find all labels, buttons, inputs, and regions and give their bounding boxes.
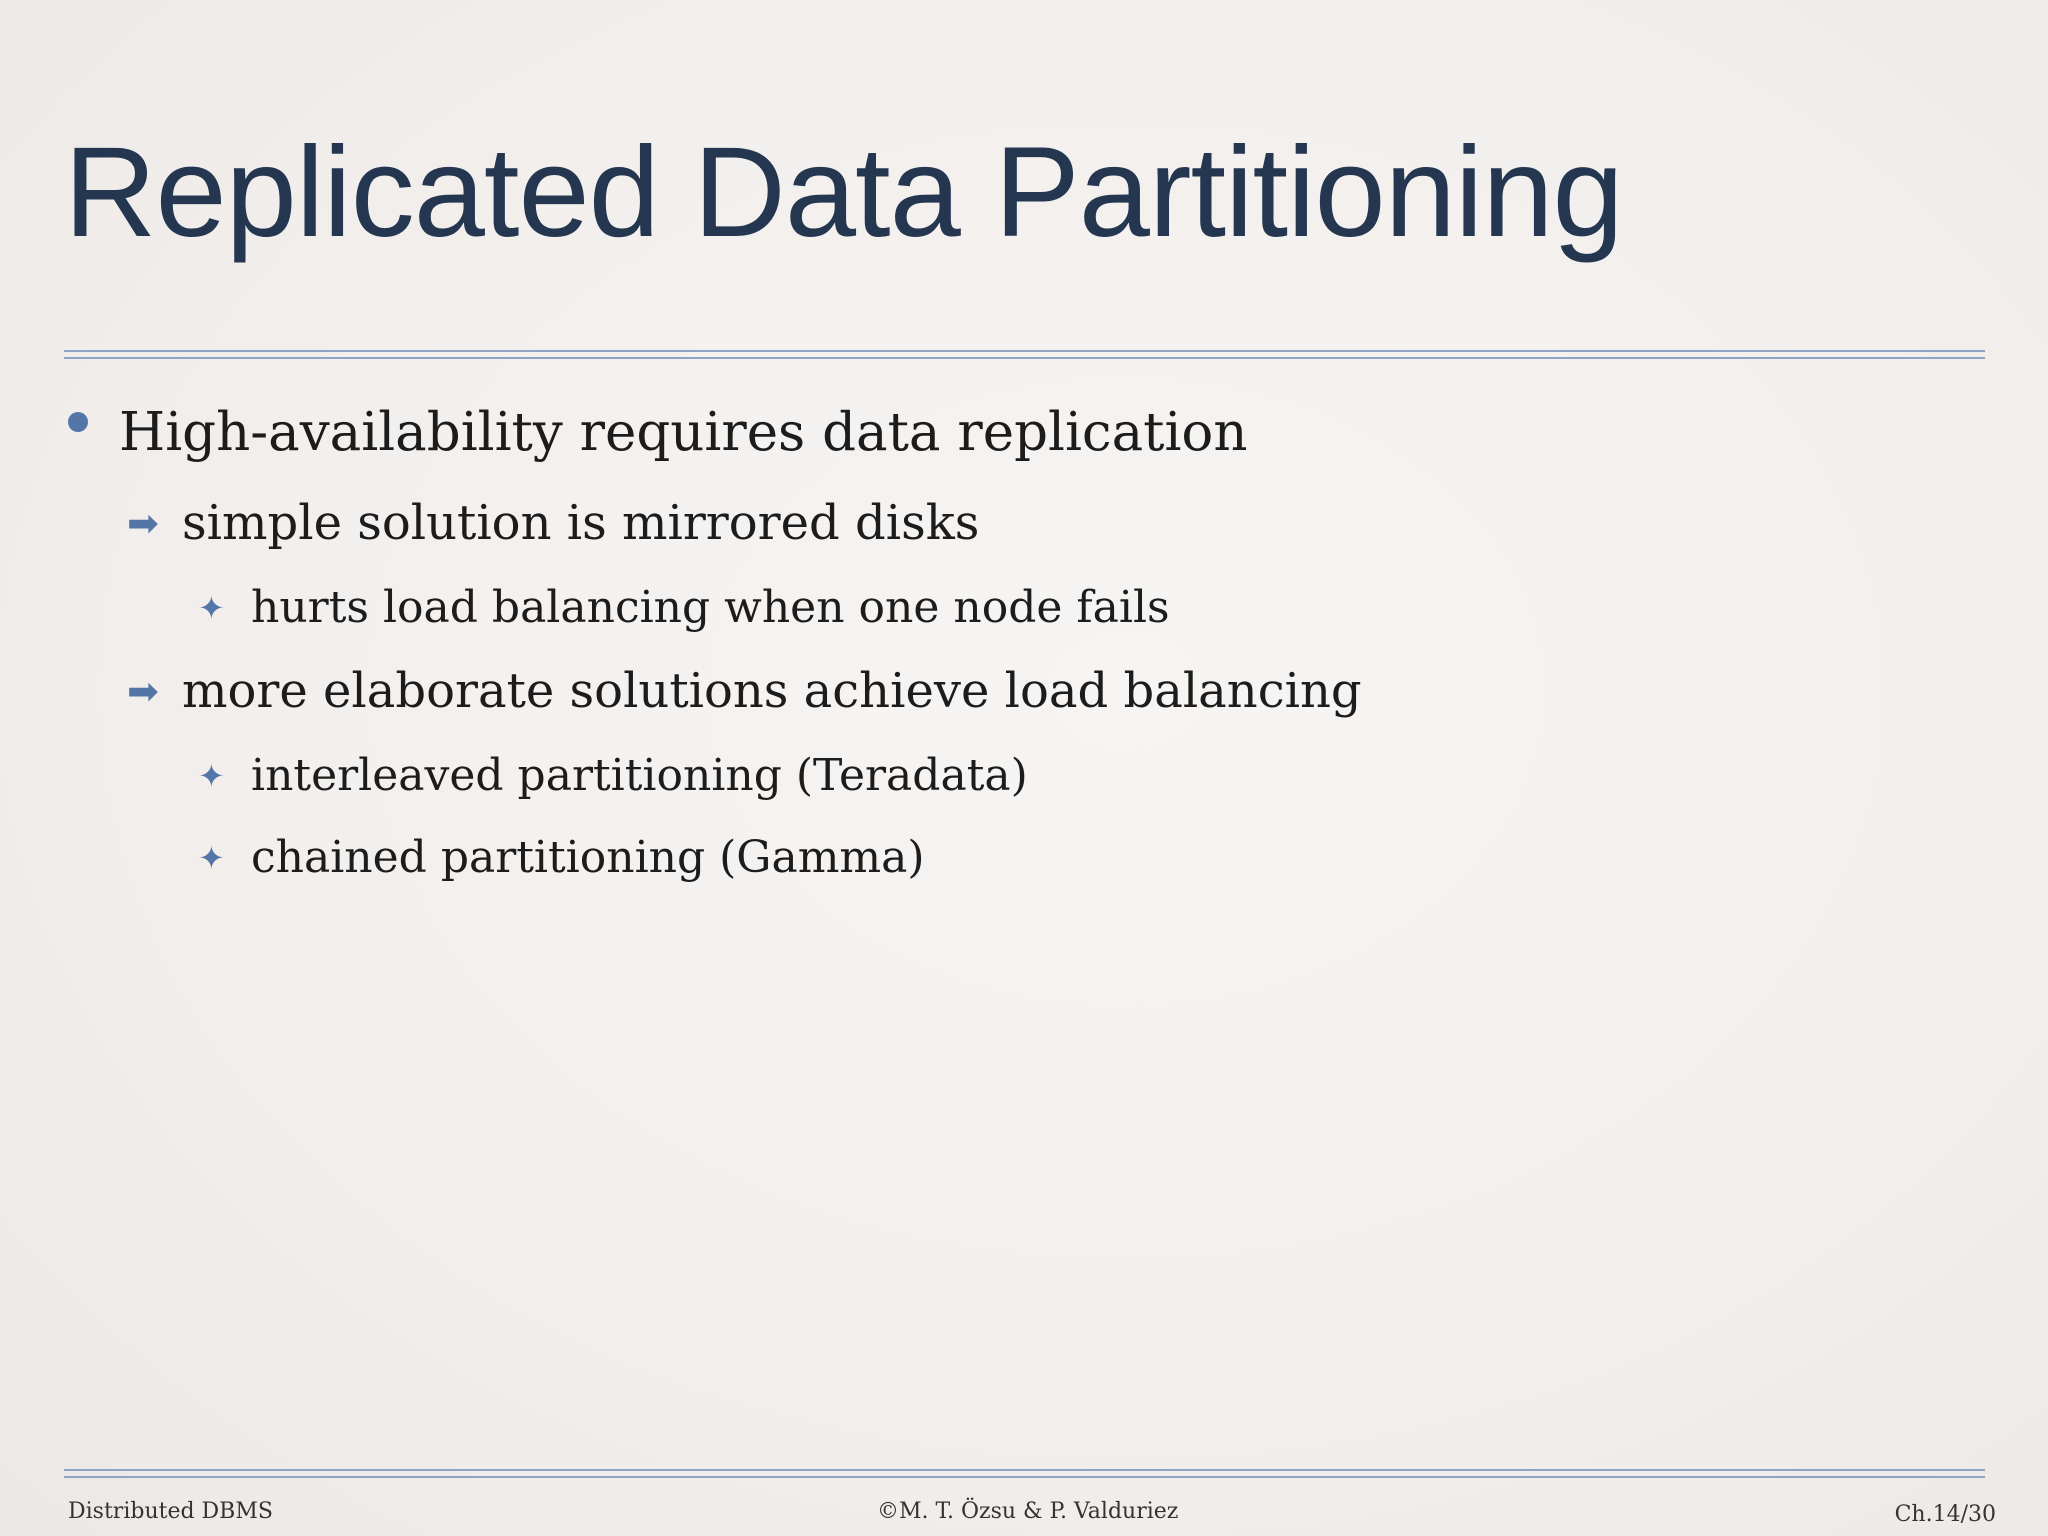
right-arrow-icon: ➡	[127, 501, 159, 545]
four-point-star-icon: ✦	[198, 839, 225, 877]
slide-title: Replicated Data Partitioning	[64, 121, 1623, 264]
bullet-text: more elaborate solutions achieve load balancing	[182, 663, 1362, 719]
bullet-text: chained partitioning (Gamma)	[251, 832, 925, 883]
footer-copyright: ©M. T. Özsu & P. Valduriez	[877, 1499, 1179, 1524]
four-point-star-icon: ✦	[198, 757, 225, 795]
bullet-text: High-availability requires data replication	[119, 402, 1248, 463]
bullet-text: interleaved partitioning (Teradata)	[251, 750, 1028, 801]
footer-course-name: Distributed DBMS	[68, 1499, 273, 1524]
footer-page-number: Ch.14/30	[1894, 1502, 1996, 1527]
bullet-dot-icon	[68, 412, 88, 432]
footer-divider	[64, 1469, 1985, 1471]
bullet-text: simple solution is mirrored disks	[182, 495, 980, 551]
footer-divider	[64, 1476, 1985, 1478]
four-point-star-icon: ✦	[198, 589, 225, 627]
bullet-text: hurts load balancing when one node fails	[251, 582, 1170, 633]
right-arrow-icon: ➡	[127, 669, 159, 713]
